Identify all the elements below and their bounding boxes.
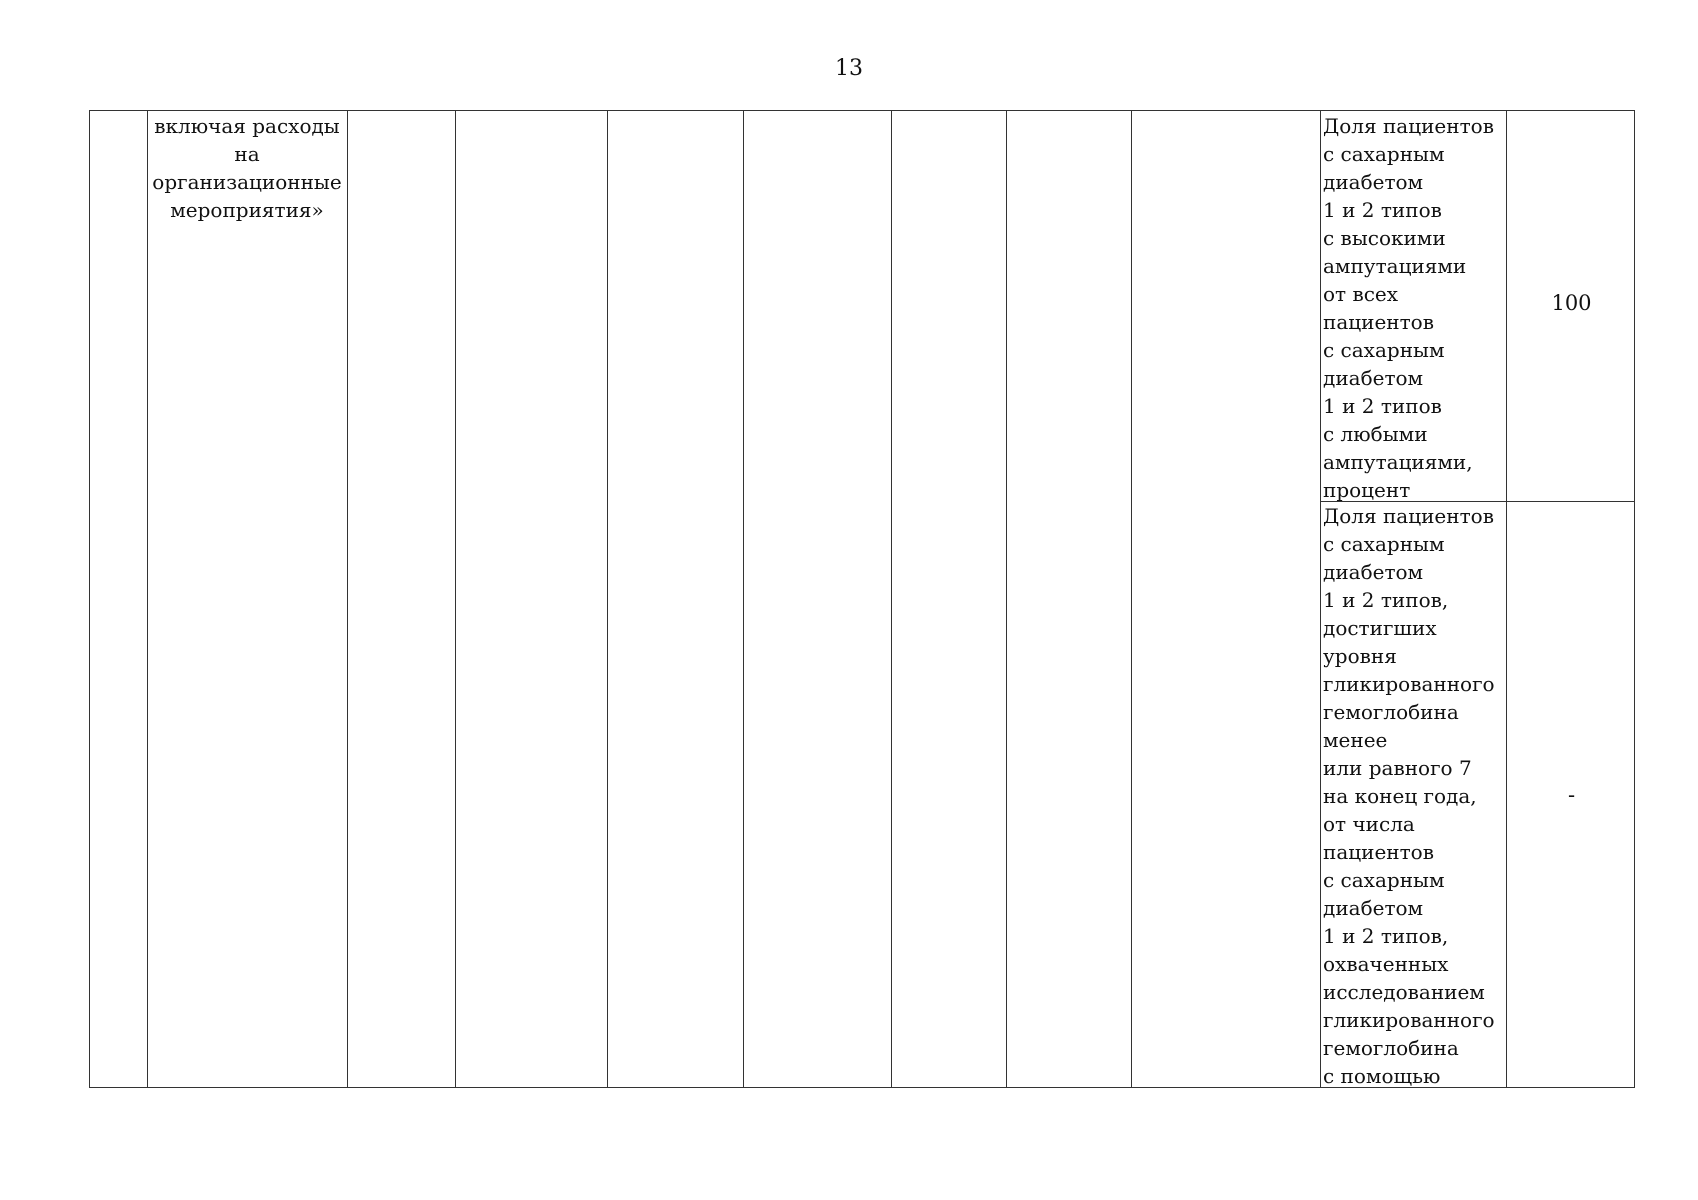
column-divider [1131, 111, 1132, 1087]
page-number: 13 [835, 56, 863, 81]
value-cell: 100 [1551, 291, 1592, 315]
column-divider [455, 111, 456, 1087]
column-divider [1006, 111, 1007, 1087]
indicator-cell: Доля пациентов с сахарным диабетом 1 и 2 типов с высокими ампутациями от всех пациентов с сахарным диабетом 1 и 2 типов с любыми ампутациями, процент [1323, 114, 1494, 502]
column-divider [607, 111, 608, 1087]
column-divider [1320, 111, 1321, 1087]
column-divider [147, 111, 148, 1087]
column-divider [743, 111, 744, 1087]
description-cell: включая расходы на организационные мероприятия» [152, 114, 342, 222]
indicator-cell: Доля пациентов с сахарным диабетом 1 и 2 типов, достигших уровня гликированного гемоглобина менее или равного 7 на конец года, от числа пациентов с сахарным диабетом 1 и 2 типов, охваченных исследованием гликированного гемоглобина с помощью [1323, 504, 1495, 1088]
value-cell: - [1567, 783, 1576, 807]
column-divider [347, 111, 348, 1087]
data-table [89, 110, 1635, 1088]
column-divider [891, 111, 892, 1087]
